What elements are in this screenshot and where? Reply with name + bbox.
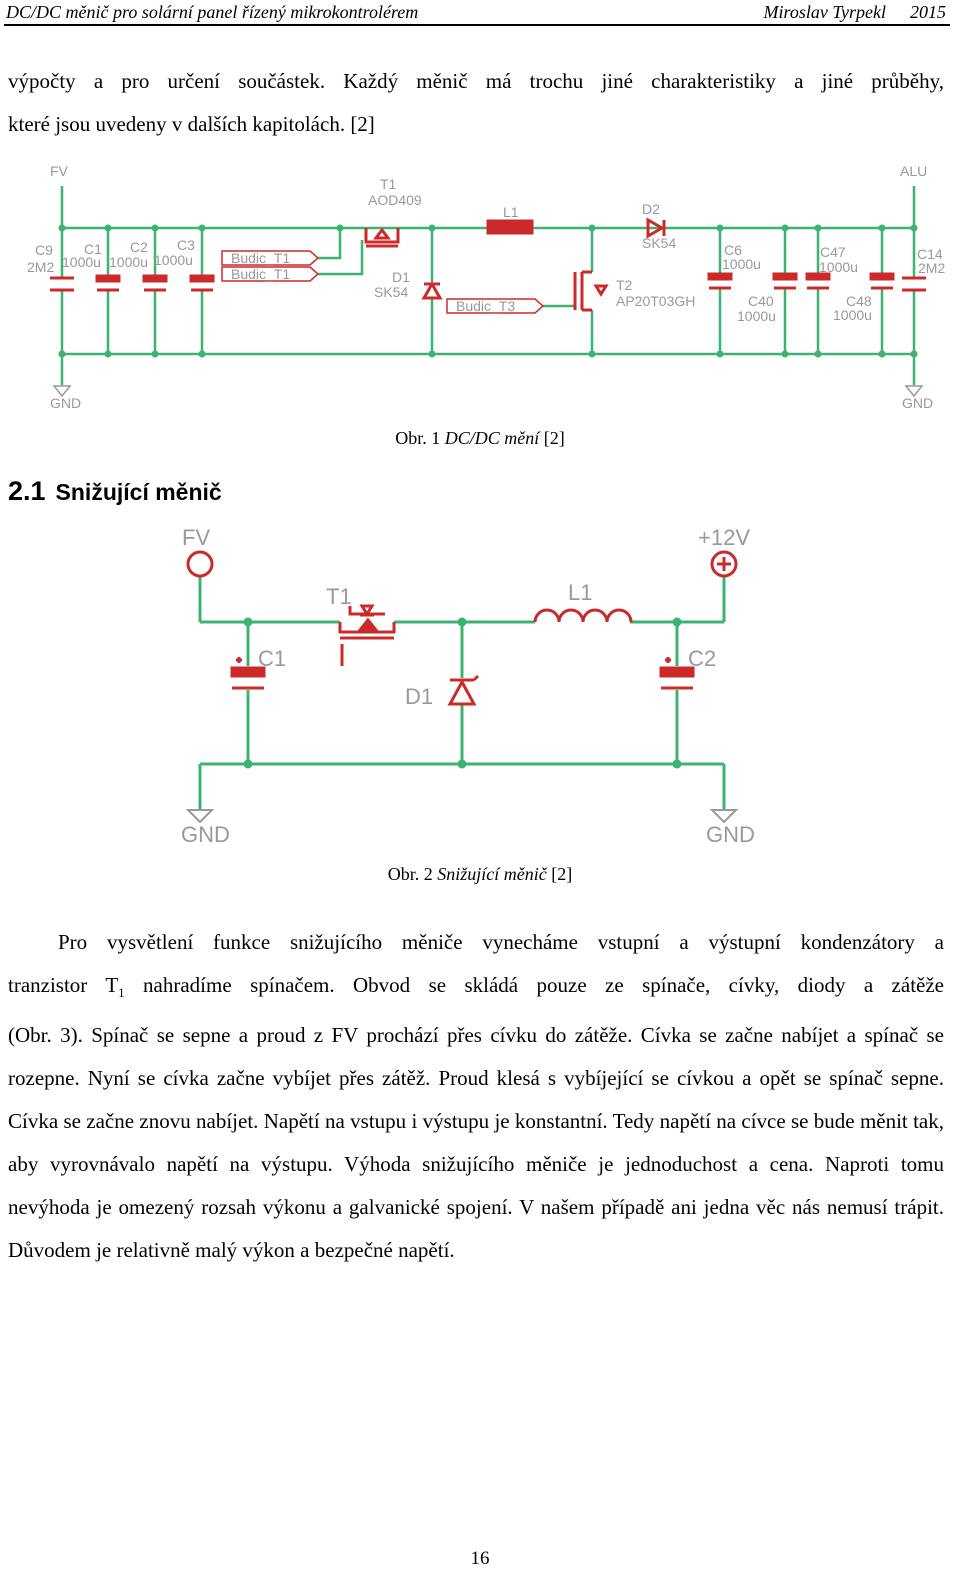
fig1-label-c47: C47 (820, 244, 846, 260)
fig2-label-gnd-left: GND (181, 822, 230, 847)
fig1-label-d2: D2 (642, 201, 660, 217)
header-author: Miroslav Tyrpekl (763, 2, 886, 22)
fig1-label-l1: L1 (503, 204, 519, 220)
fig1-label-c48-val: 1000u (833, 307, 872, 323)
body-paragraph (8, 921, 944, 1272)
fig1-label-c1-val: 1000u (62, 254, 101, 270)
intro-line-1: výpočty a pro určení součástek. Každý měnič má trochu jiné charakteristiky a jiné průběhy, (8, 69, 944, 93)
fig2-label-l1: L1 (568, 580, 593, 605)
fig1-label-t1-part: AOD409 (368, 192, 422, 208)
fig1-caption-ref: [2] (543, 428, 565, 448)
fig2-label-out: +12V (698, 525, 750, 550)
fig1-label-c1: C1 (84, 241, 102, 257)
fig1-label-d1: D1 (392, 269, 410, 285)
fig1-label-c48: C48 (846, 293, 872, 309)
fig2-caption-ref: [2] (551, 864, 573, 884)
body-rest: (Obr. 3). Spínač se sepne a proud z FV prochází přes cívku do zátěže. Cívka se začne nabíjet a spínač se rozepne. Nyní se cívka začne vybíjet přes zátěž. Proud klesá s vybíjející se cívkou a opět se spínač sepne. Cívka se začne znovu nabíjet. Napětí na vstupu i výstupu je konstantní. Tedy napětí na cívce se bude měnit tak, aby vyrovnávalo napětí na výstupu. Výhoda snižujícího měniče je jednoduchost a cena. Naproti tomu nevýhoda je omezený rozsah výkonu a galvanické spojení. V našem případě ani jedna věc nás nemusí trápit. Důvodem je relativně malý výkon a bezpečné napětí. (8, 1023, 944, 1263)
page-number: 16 (470, 1548, 490, 1569)
fig1-label-gnd-right: GND (902, 395, 934, 411)
body-line-1: Pro vysvětlení funkce snižujícího měniče vynecháme vstupní a výstupní kondenzátory a (58, 930, 944, 954)
fig1-label-c3-val: 1000u (154, 252, 193, 268)
body-line-2-end: nahradíme spínačem. Obvod se skládá pouze ze spínače, cívky, diody a zátěže (124, 973, 944, 997)
fig1-caption-prefix: Obr. 1 (395, 428, 441, 448)
section-number: 2.1 (8, 476, 46, 506)
header-title: DC/DC měnič pro solární panel řízený mikrokontrolérem (6, 2, 419, 22)
fig1-label-c6-val: 1000u (722, 256, 761, 272)
fig2-label-d1: D1 (405, 684, 434, 709)
fig1-label-c2-val: 1000u (109, 254, 148, 270)
fig2-caption-prefix: Obr. 2 (387, 864, 433, 884)
fig1-label-c6: C6 (724, 242, 742, 258)
fig2-label-t1: T1 (326, 584, 352, 609)
fig1-label-c2: C2 (130, 239, 148, 255)
fig1-label-gnd-left: GND (50, 395, 82, 411)
fig1-label-budic-t1-a: Budic_T1 (231, 250, 291, 266)
fig1-label-budic-t1-b: Budic_T1 (231, 266, 291, 282)
fig2-caption-title: Snižující měnič (437, 864, 547, 884)
fig2-label-c2: C2 (688, 646, 717, 671)
figure-2-schematic (0, 520, 960, 850)
fig2-label-gnd-right: GND (706, 822, 755, 847)
fig1-label-c9-val: 2M2 (27, 259, 55, 275)
fig1-label-fv: FV (50, 163, 68, 179)
header-rule (4, 24, 950, 26)
fig1-label-c3: C3 (177, 237, 195, 253)
intro-line-2: které jsou uvedeny v dalších kapitolách. [2] (8, 112, 375, 136)
fig1-label-budic-t3: Budic_T3 (456, 298, 516, 314)
figure-1-schematic (0, 158, 960, 418)
fig1-label-t1: T1 (380, 176, 397, 192)
header-right (740, 2, 946, 23)
fig1-label-c9: C9 (35, 242, 53, 258)
fig1-label-c47-val: 1000u (819, 259, 858, 275)
figure-1-caption (0, 428, 960, 449)
section-heading (8, 476, 222, 507)
body-line-2-sub: 1 (118, 985, 125, 1001)
intro-paragraph (8, 60, 944, 146)
section-title: Snižující měnič (55, 479, 222, 505)
header-year: 2015 (910, 2, 946, 22)
fig1-label-c40-val: 1000u (737, 308, 776, 324)
figure-2-caption (0, 864, 960, 885)
fig1-label-c40: C40 (748, 293, 774, 309)
fig1-label-t2: T2 (616, 277, 633, 293)
fig1-caption-title: DC/DC mění (444, 428, 540, 448)
fig2-label-fv: FV (182, 525, 211, 550)
fig1-label-d2-part: SK54 (642, 235, 677, 251)
body-line-2 (8, 964, 944, 1014)
fig1-label-t2-part: AP20T03GH (616, 293, 696, 309)
body-line-2-start: tranzistor T (8, 973, 119, 997)
fig1-label-c14: C14 (917, 246, 943, 262)
fig1-label-d1-part: SK54 (374, 284, 409, 300)
fig1-label-alu: ALU (900, 163, 928, 179)
running-header (6, 0, 946, 24)
fig2-label-c1: C1 (258, 646, 287, 671)
fig1-label-c14-val: 2M2 (918, 260, 946, 276)
